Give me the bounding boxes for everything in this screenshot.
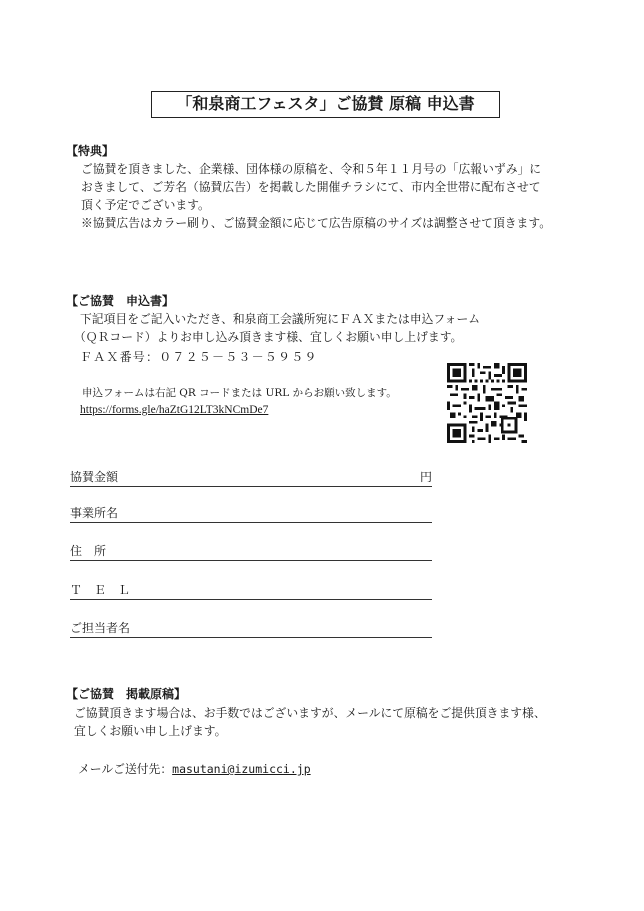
benefits-line-2: おきまして、ご芳名（協賛広告）を掲載した開催チラシにて、市内全世帯に配布させて — [81, 180, 541, 194]
amount-suffix: 円 — [419, 470, 432, 484]
email-link[interactable]: masutani@izumicci.jp — [172, 762, 311, 776]
qr-code-icon[interactable] — [447, 363, 527, 443]
manuscript-heading: 【ご協賛 掲載原稿】 — [66, 687, 187, 701]
tel-label: ＴＥＬ — [70, 583, 143, 597]
contact-person-field[interactable] — [70, 620, 432, 638]
business-name-label: 事業所名 — [70, 506, 119, 520]
page-title: 「和泉商工フェスタ」ご協賛 原稿 申込書 — [151, 91, 500, 118]
manuscript-line-1: ご協賛頂きます場合は、お手数ではございますが、メールにて原稿をご提供頂きます様、 — [74, 706, 546, 720]
contact-person-label: ご担当者名 — [70, 621, 131, 635]
benefits-line-1: ご協賛を頂きました、企業様、団体様の原稿を、令和５年１１月号の「広報いずみ」に — [81, 162, 542, 176]
email-label: メールご送付先： — [78, 762, 173, 776]
address-field[interactable] — [70, 543, 432, 561]
address-label: 住 所 — [70, 544, 107, 558]
amount-label: 協賛金額 — [70, 470, 119, 484]
amount-field[interactable] — [70, 469, 432, 487]
form-url-link[interactable]: https://forms.gle/haZtG12LT3kNCmDe7 — [80, 404, 269, 416]
manuscript-line-2: 宜しくお願い申し上げます。 — [74, 724, 227, 738]
fax-number: ＦＡＸ番号：０７２５－５３－５９５９ — [80, 350, 318, 364]
application-line-2: （ＱＲコード）よりお申し込み頂きます様、宜しくお願い申し上げます。 — [74, 330, 463, 344]
application-heading: 【ご協賛 申込書】 — [66, 294, 175, 308]
benefits-heading: 【特典】 — [66, 144, 115, 158]
form-note: 申込フォームは右記 QR コードまたは URL からお願い致します。 — [82, 387, 397, 399]
tel-field[interactable] — [70, 582, 432, 600]
email-row — [78, 760, 311, 778]
business-name-field[interactable] — [70, 505, 432, 523]
benefits-line-3: 頂く予定でございます。 — [81, 198, 210, 212]
application-line-1: 下記項目をご記入いただき、和泉商工会議所宛にＦＡＸまたは申込フォーム — [80, 312, 481, 326]
benefits-note: ※協賛広告はカラー刷り、ご協賛金額に応じて広告原稿のサイズは調整させて頂きます。 — [81, 216, 551, 230]
